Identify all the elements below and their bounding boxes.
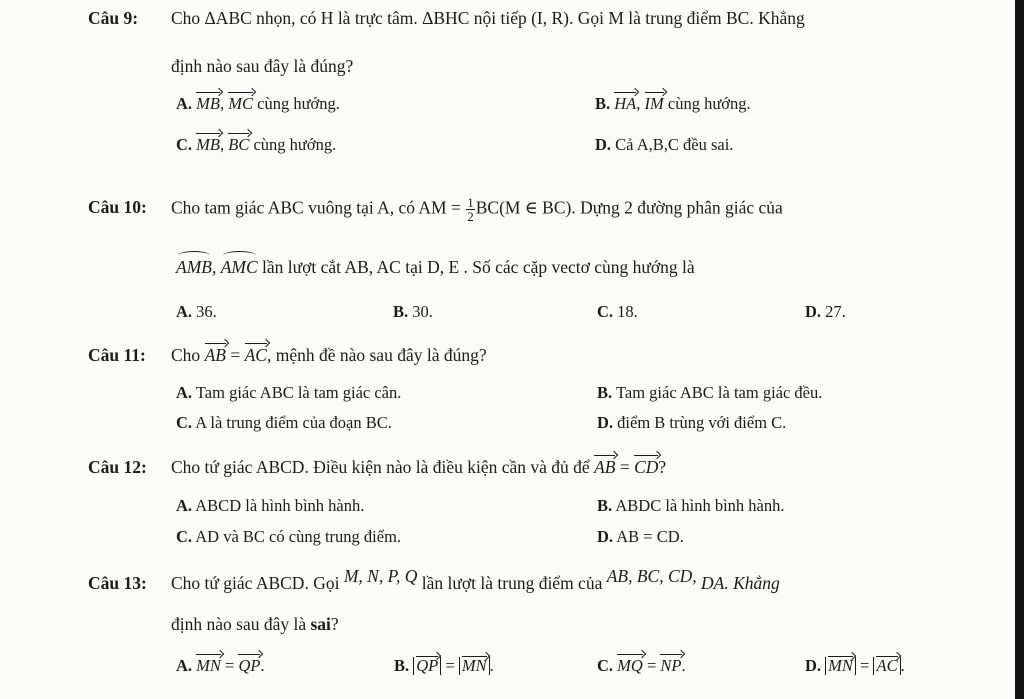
question-9-option-a: A. MB, MC cùng hướng.	[176, 94, 340, 113]
question-13-stem-line2: định nào sau đây là sai?	[171, 614, 339, 634]
question-9-option-d: D. Cả A,B,C đều sai.	[595, 135, 734, 154]
option-label: C.	[176, 413, 193, 432]
option-label: C.	[597, 656, 614, 675]
question-10-option-a: A. 36.	[176, 302, 217, 321]
option-label: A.	[176, 94, 193, 113]
option-label: A.	[176, 302, 193, 321]
question-12-stem: Cho tứ giác ABCD. Điều kiện nào là điều kiện cần và đủ để AB = CD?	[171, 457, 667, 477]
question-13-option-c: C. MQ = NP.	[597, 656, 686, 675]
vector: MC	[228, 94, 253, 113]
option-label: B.	[597, 383, 613, 402]
fraction: $\frac{1}{2}$	[467, 195, 474, 224]
question-11-option-d: D. điểm B trùng với điểm C.	[597, 413, 787, 432]
vector: MN	[828, 656, 853, 675]
option-label: C.	[597, 302, 614, 321]
option-label: A.	[176, 383, 193, 402]
question-9-stem-line1: Cho ΔABC nhọn, có H là trực tâm. ΔBHC nội tiếp (I, R). Gọi M là trung điểm BC. Khẳng	[171, 8, 805, 28]
question-9-stem-line2: định nào sau đây là đúng?	[171, 56, 354, 76]
vector: IM	[644, 94, 664, 113]
question-13-option-a: A. MN = QP.	[176, 656, 265, 675]
question-10-label: Câu 10:	[88, 197, 147, 217]
question-12-option-d: D. AB = CD.	[597, 527, 684, 546]
question-12-option-b: B. ABDC là hình bình hành.	[597, 496, 785, 515]
vector: MN	[196, 656, 221, 675]
question-10-stem-line2: AMB, AMC lần lượt cắt AB, AC tại D, E . Số các cặp vectơ cùng hướng là	[176, 257, 695, 277]
question-11-option-c: C. A là trung điểm của đoạn BC.	[176, 413, 392, 432]
vector: MB	[196, 94, 220, 113]
option-label: B.	[394, 656, 410, 675]
question-10-option-d: D. 27.	[805, 302, 846, 321]
vector: NP	[660, 656, 682, 675]
question-12-option-a: A. ABCD là hình bình hành.	[176, 496, 365, 515]
question-11-option-a: A. Tam giác ABC là tam giác cân.	[176, 383, 402, 402]
option-label: B.	[597, 496, 613, 515]
question-10-option-c: C. 18.	[597, 302, 638, 321]
option-label: D.	[595, 135, 612, 154]
option-label: D.	[805, 656, 822, 675]
vector: AC	[876, 656, 898, 675]
question-10-stem-line1: Cho tam giác ABC vuông tại A, có AM = $\frac{1}{2}$ BC(M ∈ BC). Dựng 2 đường phân giác của	[171, 195, 783, 224]
question-9-label: Câu 9:	[88, 8, 139, 28]
vector: CD	[634, 457, 659, 477]
question-9-option-c: C. MB, BC cùng hướng.	[176, 135, 337, 154]
vector: BC	[228, 135, 250, 154]
option-label: D.	[805, 302, 822, 321]
vector: AC	[244, 345, 267, 365]
option-label: A.	[176, 496, 193, 515]
question-10-option-b: B. 30.	[393, 302, 433, 321]
question-11-stem: Cho AB = AC, mệnh đề nào sau đây là đúng?	[171, 345, 487, 365]
vector: QP	[416, 656, 439, 675]
option-label: D.	[597, 527, 614, 546]
vector: QP	[238, 656, 261, 675]
option-label: B.	[393, 302, 409, 321]
right-dark-edge	[1015, 0, 1024, 699]
angle-arc: AMC	[220, 257, 258, 277]
vector: HA	[614, 94, 637, 113]
question-12-label: Câu 12:	[88, 457, 147, 477]
option-label: D.	[597, 413, 614, 432]
question-13-option-b: B. QP = MN .	[394, 656, 494, 675]
vector: MQ	[617, 656, 643, 675]
question-11-option-b: B. Tam giác ABC là tam giác đều.	[597, 383, 823, 402]
option-label: C.	[176, 135, 193, 154]
angle-arc: AMB	[176, 257, 212, 277]
question-9-option-b: B. HA, IM cùng hướng.	[595, 94, 751, 113]
question-13-label: Câu 13:	[88, 573, 147, 593]
option-label: B.	[595, 94, 611, 113]
vector: MN	[461, 656, 487, 675]
option-label: C.	[176, 527, 193, 546]
question-13-option-d: D. MN = AC .	[805, 656, 905, 675]
question-11-label: Câu 11:	[88, 345, 146, 365]
question-13-stem-line1: Cho tứ giác ABCD. Gọi M, N, P, Q lần lượt là trung điểm của AB, BC, CD, DA. Khẳng	[171, 566, 780, 593]
vector: MB	[196, 135, 220, 154]
question-12-option-c: C. AD và BC có cùng trung điểm.	[176, 527, 402, 546]
vector: AB	[204, 345, 226, 365]
option-label: A.	[176, 656, 193, 675]
vector: AB	[594, 457, 616, 477]
